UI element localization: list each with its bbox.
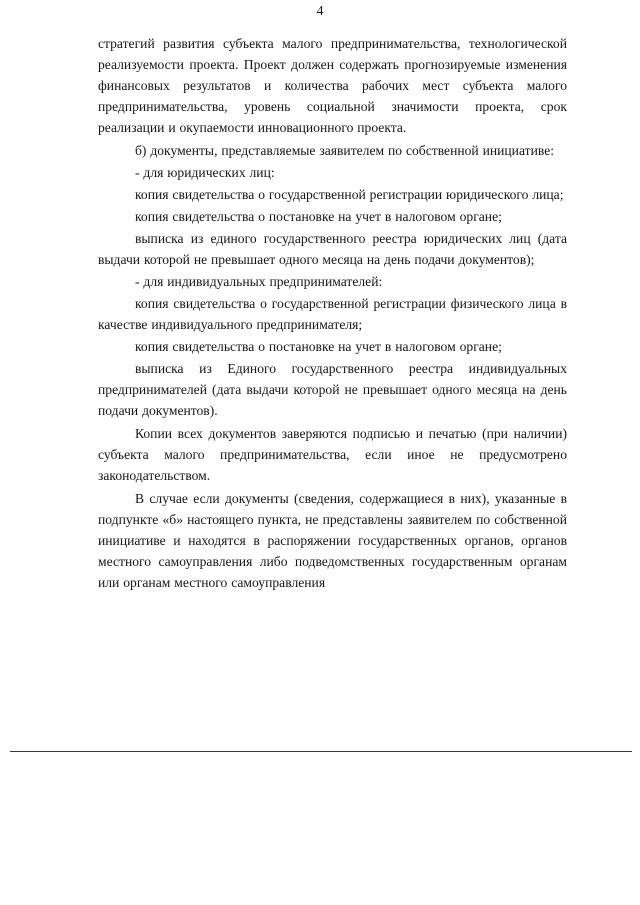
paragraph-documents-not-submitted: В случае если документы (сведения, содержащиеся в них), указанные в подпункте «б» настоящего пункта, не представлены заявителем по собственной инициативе и находятся в распоряжении государственных органов, органов местного самоуправления либо подведомственных государственным органам или органам местного самоуправления: [98, 491, 567, 590]
paragraph-project-requirements: стратегий развития субъекта малого предпринимательства, технологической реализуемости проекта. Проект должен содержать прогнозируемые изменения финансовых результатов и количества рабочих мест субъекта малого предпринимательства, уровень социальной значимости проекта, срок реализации и окупаемости инновационного проекта.: [98, 36, 567, 135]
paragraph-legal-register-extract: выписка из единого государственного реестра юридических лиц (дата выдачи которой не превышает одного месяца на день подачи документов);: [98, 231, 567, 267]
paragraph-copies-certification: Копии всех документов заверяются подписью и печатью (при наличии) субъекта малого предпринимательства, если иное не предусмотрено законодательством.: [98, 426, 567, 483]
paragraph-optional-documents: б) документы, представляемые заявителем по собственной инициативе:: [135, 143, 555, 158]
paragraph-legal-tax-copy: копия свидетельства о постановке на учет в налоговом органе;: [135, 209, 502, 224]
paragraph-legal-entities-heading: - для юридических лиц:: [135, 165, 275, 180]
paragraph-entrepreneur-registration-copy: копия свидетельства о государственной регистрации физического лица в качестве индивидуального предпринимателя;: [98, 296, 567, 332]
document-body: [98, 33, 567, 593]
paragraph-entrepreneur-tax-copy: копия свидетельства о постановке на учет в налоговом органе;: [135, 339, 502, 354]
paragraph-entrepreneur-register-extract: выписка из Единого государственного реестра индивидуальных предпринимателей (дата выдачи которой не превышает одного месяца на день подачи документов).: [98, 361, 567, 418]
paragraph-entrepreneurs-heading: - для индивидуальных предпринимателей:: [135, 274, 383, 289]
footer-divider: [10, 751, 632, 752]
page-number: 4: [316, 4, 324, 19]
paragraph-legal-registration-copy: копия свидетельства о государственной регистрации юридического лица;: [135, 187, 564, 202]
